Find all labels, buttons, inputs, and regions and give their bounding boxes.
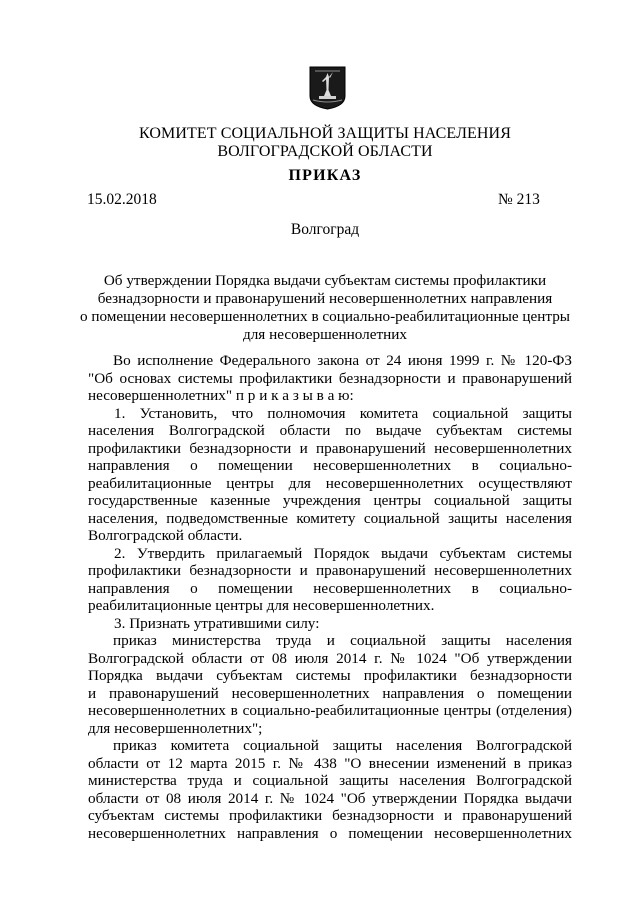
body-line: Во исполнение Федерального закона от 24 июня 1999 г. № 120-ФЗ [113,352,572,369]
subject-line: безнадзорности и правонарушений несовершеннолетних направления [97,290,553,307]
body-line: и правонарушений несовершеннолетних направления о помещении [88,684,572,702]
document-city: Волгоград [290,221,360,238]
body-line: Порядка выдачи субъектам системы профилактики безнадзорности [88,667,572,684]
body-line: реабилитационные центры для несовершеннолетних осуществляют [88,474,572,492]
body-line: направления о помещении несовершеннолетних в социально- [88,457,572,474]
body-line: направления о помещении несовершеннолетних в социально- [88,579,572,597]
body-line: области от 12 марта 2015 г. № 438 "О внесении изменений в приказ [88,754,572,772]
body-line: субъектам системы профилактики безнадзорности и правонарушений [88,807,572,824]
document-date: 15.02.2018 [87,191,157,208]
subject-line: для несовершеннолетних [243,326,407,343]
body-line: государственные казенные учреждения центры социальной защиты [88,492,572,509]
body-line: для несовершеннолетних"; [88,719,263,737]
body-line: населения Волгоградской области по выдаче субъектам системы [88,422,572,439]
volgograd-coat-of-arms-icon [309,66,346,110]
body-line: 2. Утвердить прилагаемый Порядок выдачи субъектам системы [114,544,572,562]
body-line: 3. Признать утратившими силу: [114,614,320,632]
body-line: населения, подведомственные комитету социальной защиты населения [88,509,572,527]
body-line: профилактики безнадзорности и правонарушений несовершеннолетних [88,562,572,579]
body-line: несовершеннолетних в социально-реабилитационные центры (отделения) [88,702,572,719]
body-line: профилактики безнадзорности и правонарушений несовершеннолетних [88,439,572,457]
body-line: несовершеннолетних направления о помещении несовершеннолетних [88,824,572,842]
document-number: № 213 [498,191,540,208]
body-line: Волгоградской области от 08 июля 2014 г. № 1024 "Об утверждении [88,649,572,667]
subject-line: о помещении несовершеннолетних в социально-реабилитационные центры [79,308,571,325]
body-line: министерства труда и социальной защиты населения Волгоградской [88,772,572,789]
body-line: Волгоградской области. [88,527,243,544]
body-line: области от 08 июля 2014 г. № 1024 "Об утверждении Порядка выдачи [88,789,572,807]
committee-name-line-1: КОМИТЕТ СОЦИАЛЬНОЙ ЗАЩИТЫ НАСЕЛЕНИЯ [139,125,511,142]
body-line: приказ министерства труда и социальной защиты населения [113,632,572,649]
body-line: несовершеннолетних" п р и к а з ы в а ю: [88,387,354,404]
body-line: реабилитационные центры для несовершеннолетних. [88,597,435,614]
body-line: приказ комитета социальной защиты населения Волгоградской [113,737,572,754]
committee-name-line-2: ВОЛГОГРАДСКОЙ ОБЛАСТИ [217,143,433,160]
document-type-title: ПРИКАЗ [288,167,362,184]
document-body [88,352,572,842]
body-line: 1. Установить, что полномочия комитета социальной защиты [114,404,572,422]
body-line: "Об основах системы профилактики безнадзорности и правонарушений [88,369,572,387]
subject-line: Об утверждении Порядка выдачи субъектам системы профилактики [103,272,547,289]
